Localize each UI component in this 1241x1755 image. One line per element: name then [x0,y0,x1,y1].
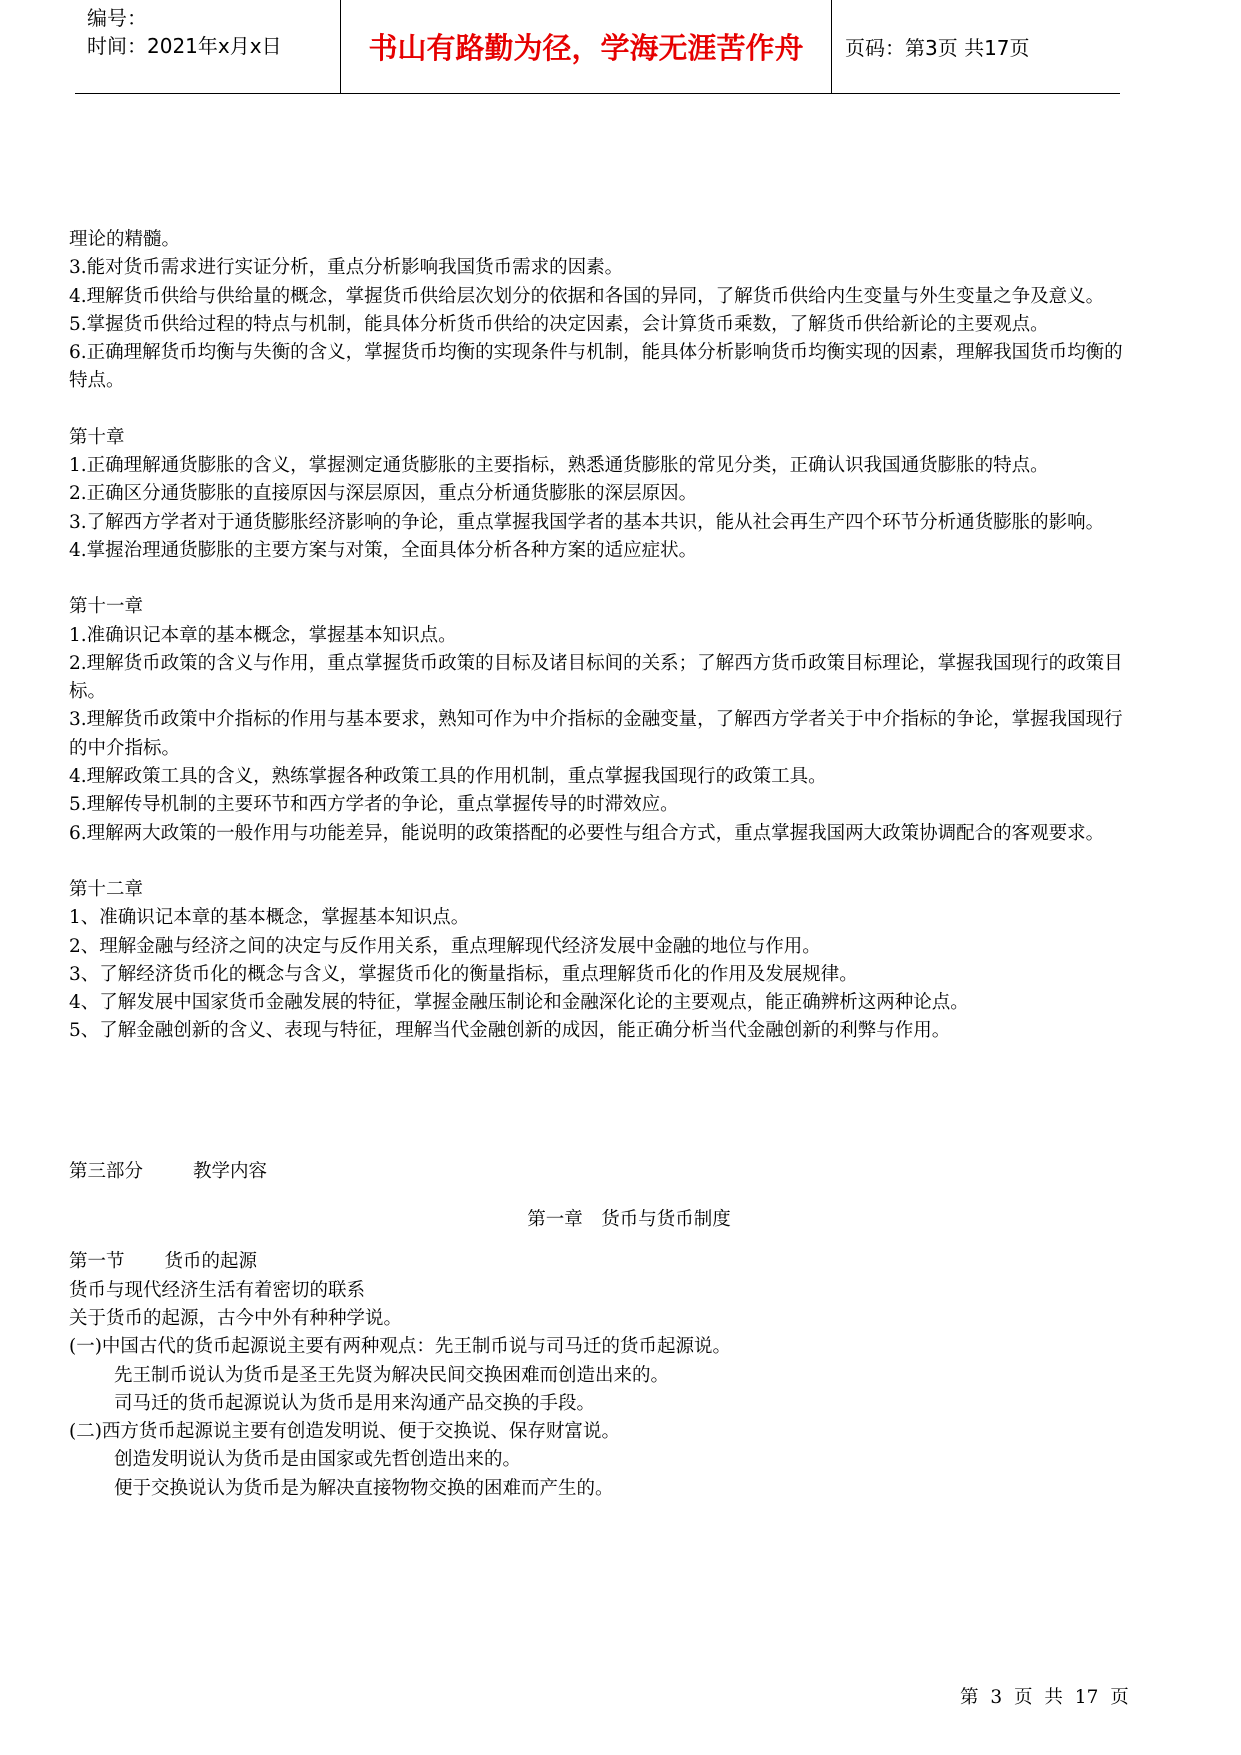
paragraph: 关于货币的起源，古今中外有种种学说。 [69,1307,403,1329]
header-page-label: 页码：第3页 共17页 [845,36,1030,60]
list-item: 4、了解发展中国家货币金融发展的特征，掌握金融压制论和金融深化论的主要观点，能正确辨析这两种论点。 [69,992,969,1014]
page-footer: 第 3 页 共 17 页 [960,1687,1129,1708]
list-item: 1.准确识记本章的基本概念，掌握基本知识点。 [69,624,457,646]
doc-number-label: 编号： [87,6,147,30]
list-item: 5.理解传导机制的主要环节和西方学者的争论，重点掌握传导的时滞效应。 [69,794,679,816]
paragraph: (一)中国古代的货币起源说主要有两种观点：先王制币说与司马迁的货币起源说。 [69,1336,731,1358]
list-item: 5、了解金融创新的含义、表现与特征，理解当代金融创新的成因，能正确分析当代金融创新的利弊与作用。 [69,1020,951,1042]
list-item: 1、准确识记本章的基本概念，掌握基本知识点。 [69,907,470,929]
list-item: 2.正确区分通货膨胀的直接原因与深层原因，重点分析通货膨胀的深层原因。 [69,483,698,505]
list-item: 3.了解西方学者对于通货膨胀经济影响的争论，重点掌握我国学者的基本共识，能从社会再生产四个环节分析通货膨胀的影响。 [69,511,1105,533]
document-body [69,226,1129,1503]
paragraph: 5.掌握货币供给过程的特点与机制，能具体分析货币供给的决定因素，会计算货币乘数，了解货币供给新论的主要观点。 [69,313,1049,335]
chapter-12-heading: 第十二章 [69,878,144,900]
section-1-heading [69,1248,1129,1276]
section-1-label: 第一节 [69,1251,125,1273]
chapter-11-heading: 第十一章 [69,596,144,618]
paragraph: (二)西方货币起源说主要有创造发明说、便于交换说、保存财富说。 [69,1421,620,1443]
paragraph: 4.理解货币供给与供给量的概念，掌握货币供给层次划分的依据和各国的异同，了解货币供给内生变量与外生变量之争及意义。 [69,285,1105,307]
list-item: 2、理解金融与经济之间的决定与反作用关系，重点理解现代经济发展中金融的地位与作用。 [69,935,821,957]
paragraph: 创造发明说认为货币是由国家或先哲创造出来的。 [114,1449,522,1471]
paragraph: 货币与现代经济生活有着密切的联系 [69,1279,366,1301]
list-item: 2.理解货币政策的含义与作用，重点掌握货币政策的目标及诸目标间的关系；了解西方货币政策目标理论，掌握我国现行的政策目标。 [69,652,1123,703]
list-item: 3.理解货币政策中介指标的作用与基本要求，熟知可作为中介指标的金融变量，了解西方学者关于中介指标的争论，掌握我国现行的中介指标。 [69,709,1123,759]
paragraph: 6.正确理解货币均衡与失衡的含义，掌握货币均衡的实现条件与机制，能具体分析影响货币均衡实现的因素，理解我国货币均衡的特点。 [69,342,1123,392]
chapter-10-heading: 第十章 [69,426,125,448]
paragraph: 先王制币说认为货币是圣王先贤为解决民间交换困难而创造出来的。 [114,1364,670,1386]
part-3-title: 教学内容 [193,1160,268,1182]
list-item: 6.理解两大政策的一般作用与功能差异，能说明的政策搭配的必要性与组合方式，重点掌握我国两大政策协调配合的客观要求。 [69,822,1105,844]
chapter-1-title: 第一章 货币与货币制度 [527,1209,731,1231]
part-3-label: 第三部分 [69,1160,144,1182]
list-item: 3、了解经济货币化的概念与含义，掌握货币化的衡量指标，重点理解货币化的作用及发展规律。 [69,963,858,985]
header-meta [75,0,341,93]
paragraph: 3.能对货币需求进行实证分析，重点分析影响我国货币需求的因素。 [69,257,624,279]
page-header [75,0,1120,94]
header-motto: 书山有路勤为径，学海无涯苦作舟 [341,0,832,93]
section-1-title: 货币的起源 [164,1251,258,1273]
doc-date-label: 时间：2021年x月x日 [87,34,282,58]
list-item: 1.正确理解通货膨胀的含义，掌握测定通货膨胀的主要指标，熟悉通货膨胀的常见分类，正确认识我国通货膨胀的特点。 [69,455,1049,477]
part-3-heading [69,1158,1129,1186]
paragraph: 理论的精髓。 [69,229,181,250]
list-item: 4.理解政策工具的含义，熟练掌握各种政策工具的作用机制，重点掌握我国现行的政策工具。 [69,766,827,788]
paragraph: 司马迁的货币起源说认为货币是用来沟通产品交换的手段。 [114,1392,596,1414]
list-item: 4.掌握治理通货膨胀的主要方案与对策，全面具体分析各种方案的适应症状。 [69,539,698,561]
paragraph: 便于交换说认为货币是为解决直接物物交换的困难而产生的。 [114,1477,614,1499]
